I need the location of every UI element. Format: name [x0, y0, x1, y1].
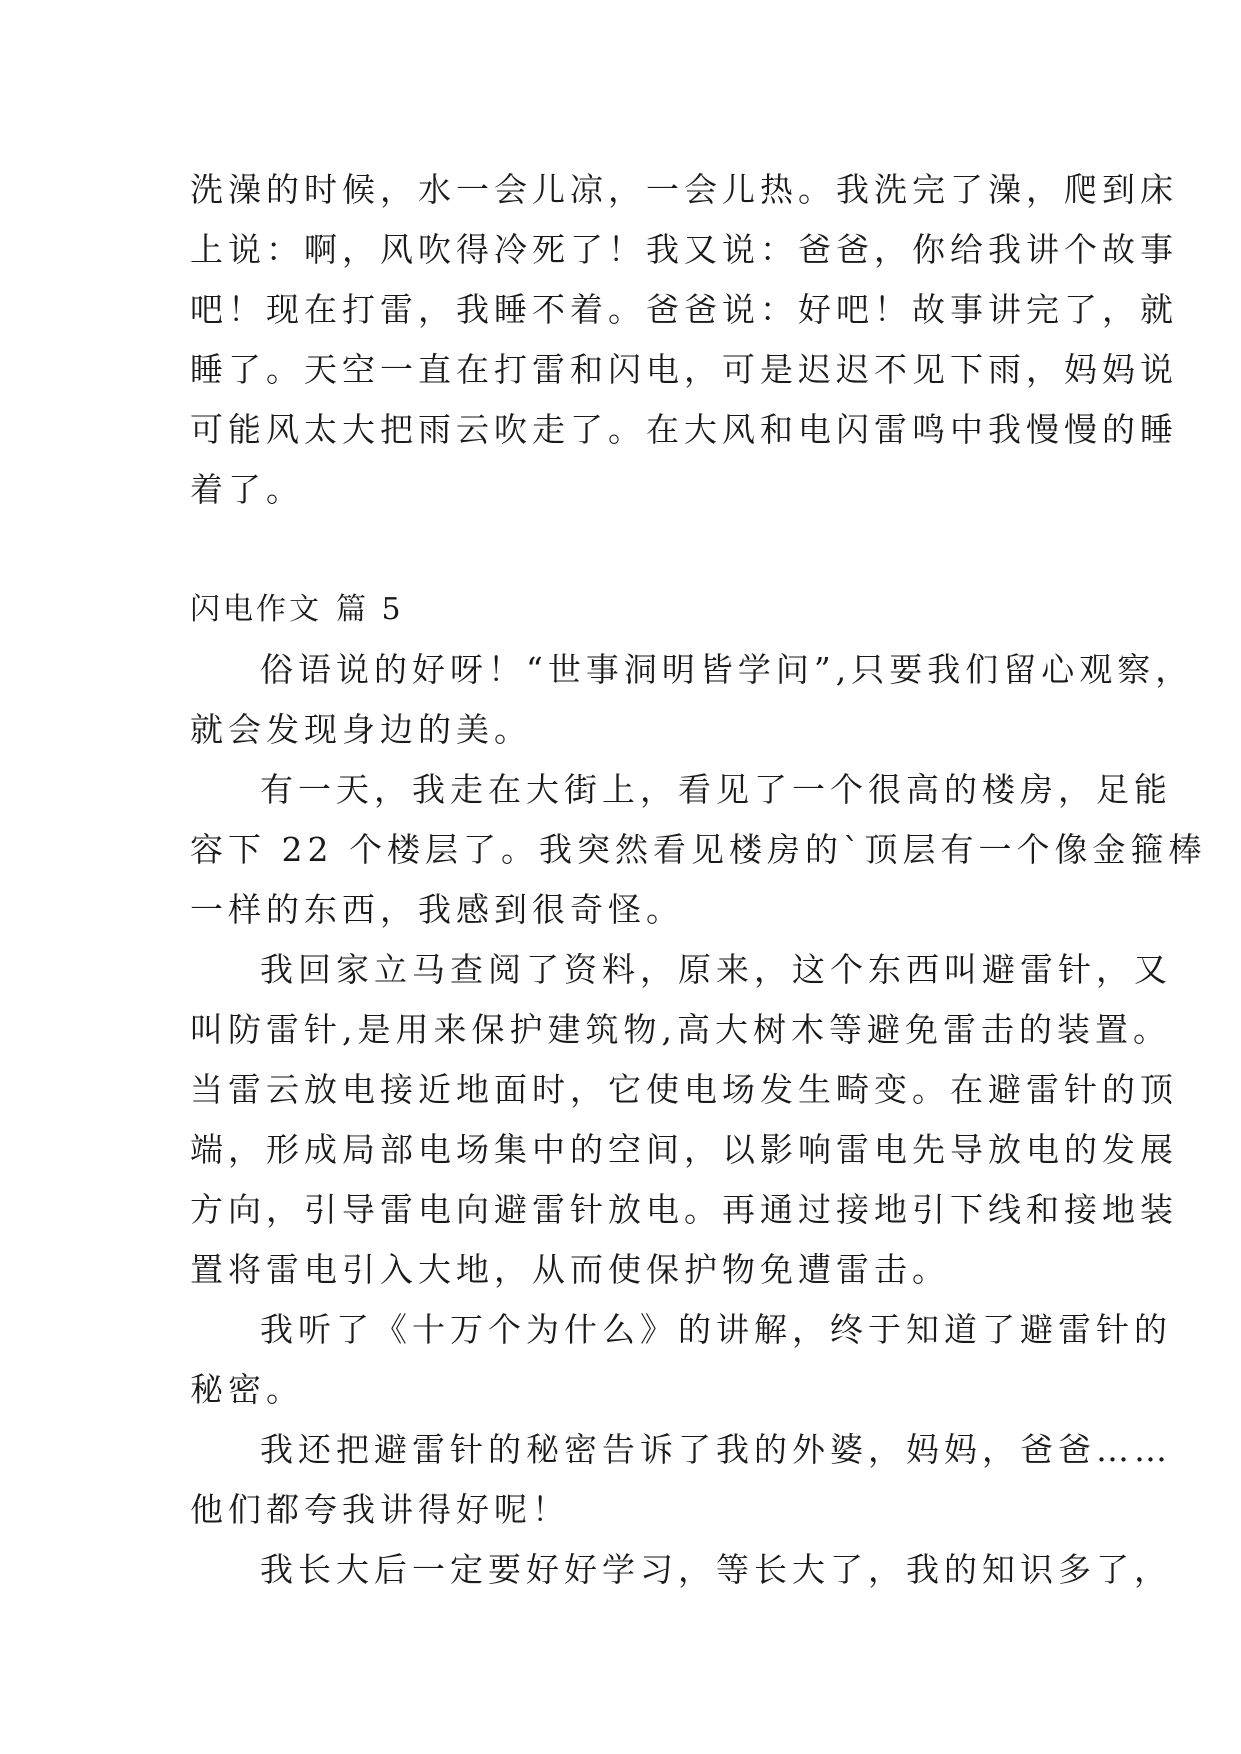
paragraph-5	[190, 1420, 1172, 1540]
text-line: 一样的东西，我感到很奇怪。	[190, 890, 684, 929]
intro-paragraph	[190, 160, 1178, 520]
paragraph-4	[190, 1300, 1172, 1420]
text-line: 他们都夸我讲得好呢！	[190, 1490, 570, 1529]
text-line: 当雷云放电接近地面时，它使电场发生畸变。在避雷针的顶	[190, 1070, 1178, 1109]
text-line: 端，形成局部电场集中的空间，以影响雷电先导放电的发展	[190, 1130, 1178, 1169]
section-title: 闪电作文	[190, 592, 322, 627]
text-line: 我听了《十万个为什么》的讲解，终于知道了避雷针的	[260, 1310, 1172, 1349]
text-line: 叫防雷针,是用来保护建筑物,高大树木等避免雷击的装置。	[190, 1010, 1171, 1049]
text-line: 睡了。天空一直在打雷和闪电，可是迟迟不见下雨，妈妈说	[190, 350, 1178, 389]
text-line: 秘密。	[190, 1370, 304, 1409]
document-page	[190, 160, 1207, 1600]
text-line: 吧！现在打雷，我睡不着。爸爸说：好吧！故事讲完了，就	[190, 290, 1178, 329]
text-line: 着了。	[190, 470, 304, 509]
paragraph-2	[190, 760, 1207, 940]
paragraph-6	[190, 1540, 1172, 1600]
section-heading	[190, 580, 1070, 640]
text-line: 我长大后一定要好好学习，等长大了，我的知识多了，	[260, 1550, 1172, 1589]
paragraph-1	[190, 640, 1194, 760]
text-line: 洗澡的时候，水一会儿凉，一会儿热。我洗完了澡，爬到床	[190, 170, 1178, 209]
section-number: 篇 5	[336, 592, 404, 627]
section-gap	[190, 520, 1070, 580]
text-line: 我还把避雷针的秘密告诉了我的外婆，妈妈，爸爸……	[260, 1430, 1172, 1469]
text-line: 可能风太大把雨云吹走了。在大风和电闪雷鸣中我慢慢的睡	[190, 410, 1178, 449]
text-line: 方向，引导雷电向避雷针放电。再通过接地引下线和接地装	[190, 1190, 1178, 1229]
text-line: 我回家立马查阅了资料，原来，这个东西叫避雷针，又	[260, 950, 1172, 989]
text-line: 容下 22 个楼层了。我突然看见楼房的`顶层有一个像金箍棒	[190, 830, 1207, 869]
text-line: 有一天，我走在大街上，看见了一个很高的楼房，足能	[260, 770, 1172, 809]
text-line: 俗语说的好呀！“世事洞明皆学问”,只要我们留心观察，	[260, 650, 1194, 689]
text-line: 上说：啊，风吹得冷死了！我又说：爸爸，你给我讲个故事	[190, 230, 1178, 269]
text-line: 就会发现身边的美。	[190, 710, 532, 749]
text-line: 置将雷电引入大地，从而使保护物免遭雷击。	[190, 1250, 950, 1289]
paragraph-3	[190, 940, 1178, 1300]
